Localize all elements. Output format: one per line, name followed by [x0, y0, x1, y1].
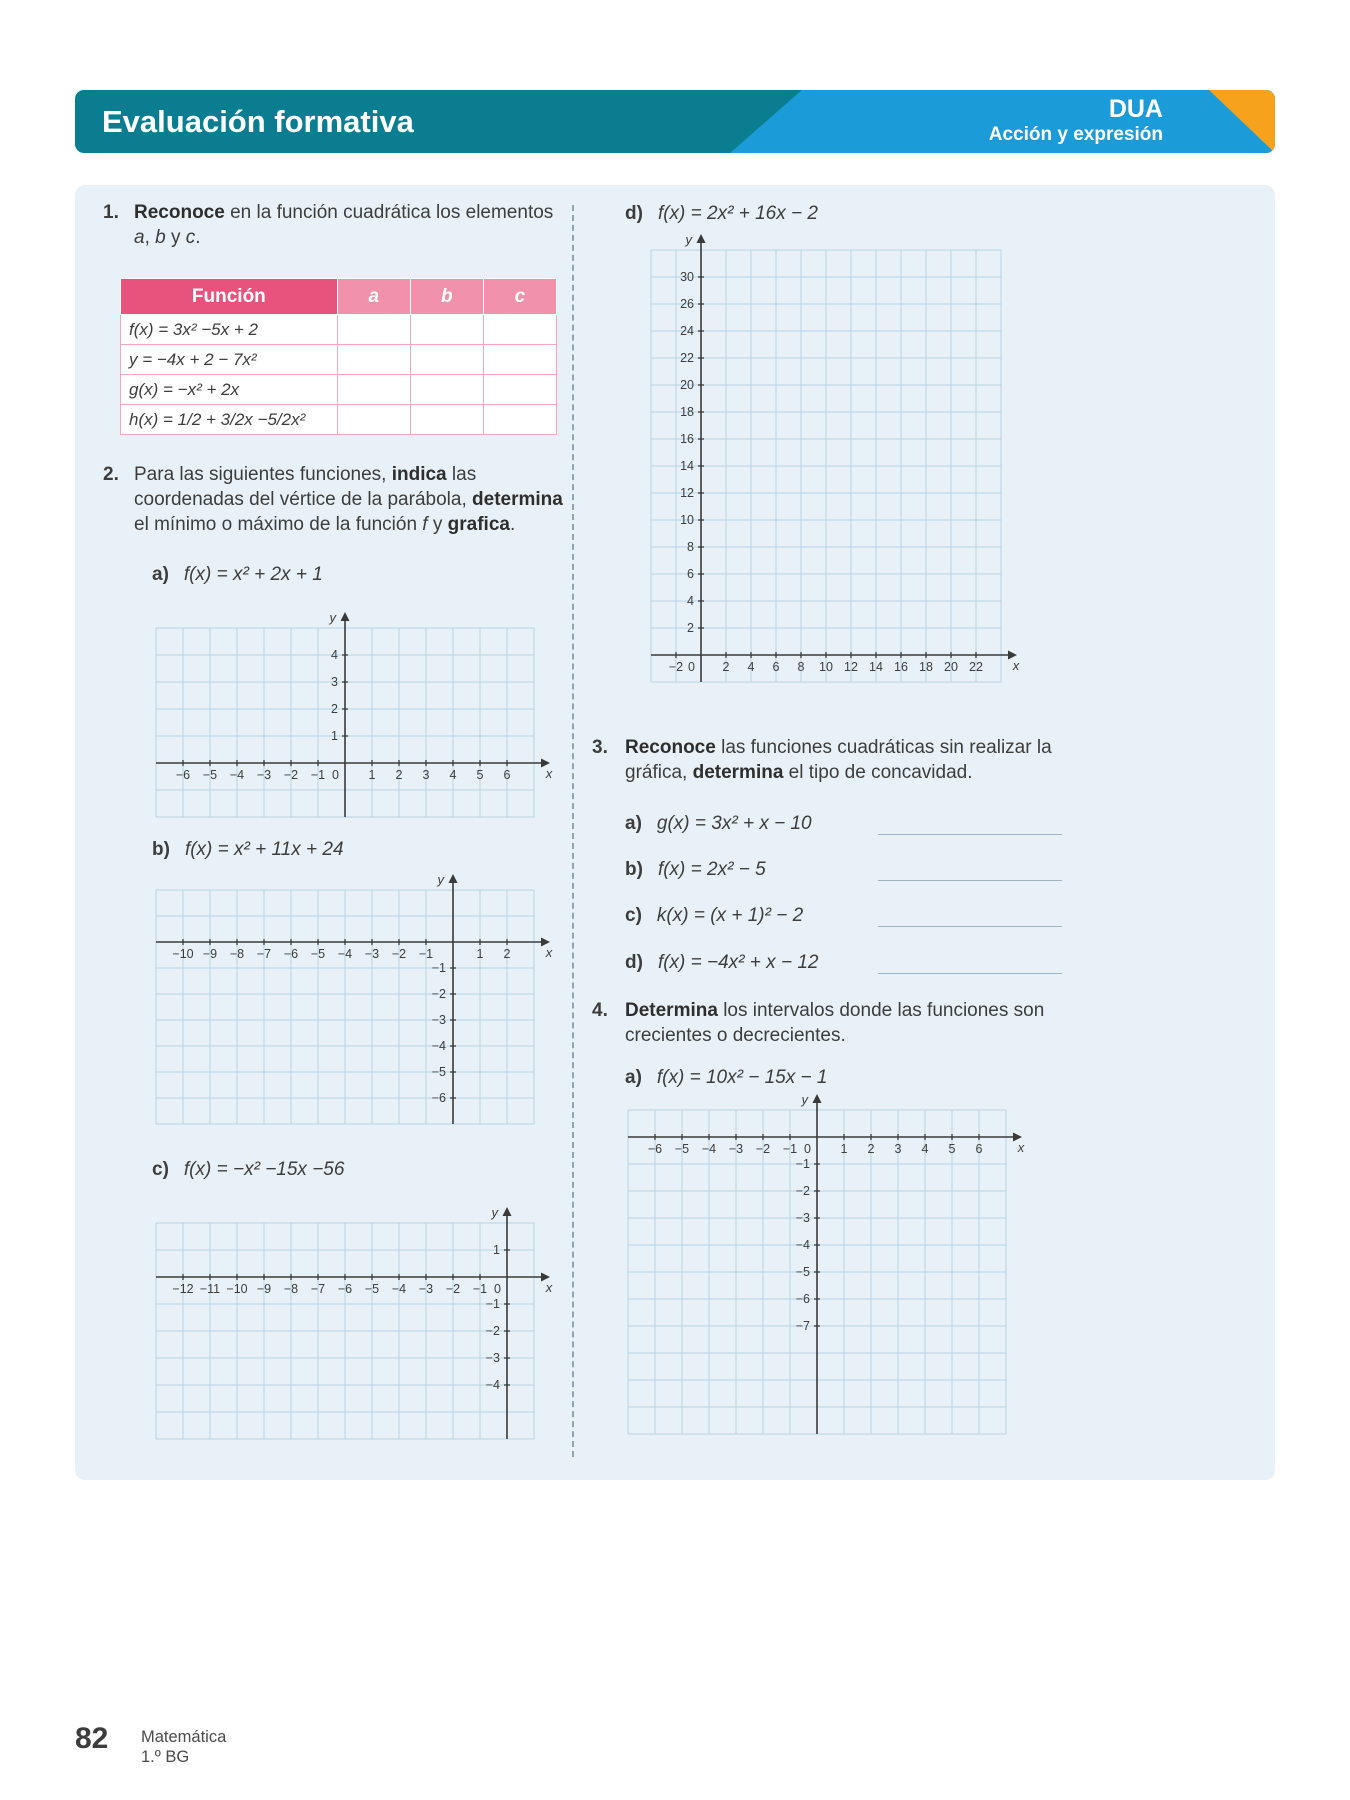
item-2c-tag: c) [152, 1159, 169, 1180]
svg-text:6: 6 [687, 567, 694, 581]
svg-text:1: 1 [476, 947, 484, 961]
svg-text:−7: −7 [310, 1282, 326, 1296]
svg-text:3: 3 [422, 768, 430, 782]
cell-function: g(x) = −x² + 2x [121, 375, 338, 405]
item-2d-tag: d) [625, 203, 643, 224]
svg-text:−10: −10 [172, 947, 194, 961]
item-2a [152, 563, 323, 587]
item-2a-tag: a) [152, 564, 169, 585]
item-3d [625, 951, 818, 975]
item-3c-formula: k(x) = (x + 1)² − 2 [656, 905, 804, 926]
item-2c-formula: f(x) = −x² −15x −56 [183, 1159, 345, 1180]
question-3-text: Reconoce las funciones cuadráticas sin realizar la gráfica, determina el tipo de concavidad. [625, 737, 1052, 783]
item-3d-formula: f(x) = −4x² + x − 12 [657, 952, 819, 973]
item-3b-tag: b) [625, 859, 643, 880]
svg-text:−3: −3 [418, 1282, 434, 1296]
svg-text:−11: −11 [199, 1282, 221, 1296]
col-header-c: c [483, 279, 556, 315]
svg-text:y: y [801, 1092, 808, 1107]
item-4a-tag: a) [625, 1067, 642, 1088]
svg-text:6: 6 [772, 660, 780, 674]
footer-grade: 1.º BG [141, 1748, 190, 1766]
svg-text:3: 3 [331, 675, 338, 689]
svg-text:−4: −4 [229, 768, 245, 782]
item-3a-tag: a) [625, 813, 642, 834]
svg-text:−3: −3 [256, 768, 272, 782]
svg-text:16: 16 [894, 660, 908, 674]
cell-answer-blank [337, 345, 410, 375]
cell-answer-blank [337, 375, 410, 405]
svg-text:−10: −10 [226, 1282, 248, 1296]
item-4a-formula: f(x) = 10x² − 15x − 1 [656, 1067, 828, 1088]
cell-answer-blank [410, 375, 483, 405]
svg-text:14: 14 [680, 459, 694, 473]
item-2b-formula: f(x) = x² + 11x + 24 [184, 839, 344, 860]
svg-text:10: 10 [680, 513, 694, 527]
svg-text:−6: −6 [647, 1142, 663, 1156]
svg-text:10: 10 [819, 660, 833, 674]
footer-page-number: 82 [75, 1722, 109, 1755]
item-2a-formula: f(x) = x² + 2x + 1 [183, 564, 323, 585]
svg-text:−1: −1 [418, 947, 434, 961]
svg-text:x: x [545, 766, 553, 781]
page-title: Evaluación formativa [102, 104, 414, 139]
footer-course-info [141, 1727, 226, 1767]
item-3c [625, 904, 803, 928]
table-row [121, 405, 557, 435]
svg-text:−2: −2 [755, 1142, 771, 1156]
svg-text:−6: −6 [175, 768, 191, 782]
cell-answer-blank [483, 345, 556, 375]
item-2d [625, 202, 818, 226]
svg-text:5: 5 [948, 1142, 956, 1156]
question-4-number: 4. [592, 1000, 608, 1021]
item-2b-tag: b) [152, 839, 170, 860]
svg-text:18: 18 [680, 405, 694, 419]
item-4a [625, 1066, 827, 1090]
svg-text:−9: −9 [202, 947, 218, 961]
cell-answer-blank [483, 375, 556, 405]
svg-text:8: 8 [687, 540, 694, 554]
svg-text:−2: −2 [795, 1184, 810, 1198]
svg-text:4: 4 [747, 660, 755, 674]
svg-text:4: 4 [331, 648, 338, 662]
svg-text:0: 0 [332, 768, 339, 782]
svg-text:−3: −3 [728, 1142, 744, 1156]
cell-function: f(x) = 3x² −5x + 2 [121, 315, 338, 345]
item-3b-formula: f(x) = 2x² − 5 [657, 859, 766, 880]
svg-text:22: 22 [969, 660, 983, 674]
svg-text:26: 26 [680, 297, 694, 311]
svg-text:24: 24 [680, 324, 694, 338]
svg-text:−5: −5 [202, 768, 218, 782]
svg-text:2: 2 [687, 621, 694, 635]
svg-text:12: 12 [844, 660, 858, 674]
svg-text:4: 4 [687, 594, 694, 608]
svg-text:2: 2 [395, 768, 403, 782]
function-table [120, 278, 557, 435]
svg-text:−6: −6 [431, 1091, 446, 1105]
answer-line-3d [878, 953, 1062, 974]
svg-text:14: 14 [869, 660, 883, 674]
svg-text:1: 1 [840, 1142, 848, 1156]
coordinate-grid-2a [150, 610, 560, 830]
svg-text:4: 4 [921, 1142, 929, 1156]
svg-text:−6: −6 [283, 947, 299, 961]
svg-text:x: x [545, 1280, 553, 1295]
svg-text:−1: −1 [431, 961, 446, 975]
svg-text:5: 5 [476, 768, 484, 782]
svg-text:1: 1 [368, 768, 376, 782]
svg-text:−3: −3 [364, 947, 380, 961]
svg-text:−3: −3 [485, 1351, 500, 1365]
dua-label: DUA [1108, 95, 1163, 123]
svg-text:6: 6 [975, 1142, 983, 1156]
svg-text:−1: −1 [795, 1157, 810, 1171]
svg-text:−4: −4 [701, 1142, 717, 1156]
svg-text:2: 2 [331, 702, 338, 716]
svg-text:20: 20 [680, 378, 694, 392]
cell-answer-blank [410, 405, 483, 435]
question-3-number: 3. [592, 737, 608, 758]
svg-text:−2: −2 [445, 1282, 461, 1296]
cell-answer-blank [483, 405, 556, 435]
item-3d-tag: d) [625, 952, 643, 973]
item-2d-formula: f(x) = 2x² + 16x − 2 [657, 203, 818, 224]
table-row [121, 345, 557, 375]
col-header-funcion: Función [121, 279, 338, 315]
svg-text:−3: −3 [795, 1211, 810, 1225]
svg-text:y: y [491, 1205, 498, 1220]
svg-text:20: 20 [944, 660, 958, 674]
cell-answer-blank [410, 345, 483, 375]
svg-text:2: 2 [722, 660, 730, 674]
svg-text:x: x [1017, 1140, 1025, 1155]
grid-svg [150, 610, 560, 825]
svg-text:−4: −4 [795, 1238, 810, 1252]
answer-line-3a [878, 814, 1062, 835]
coordinate-grid-2d [645, 232, 1027, 695]
svg-text:30: 30 [680, 270, 694, 284]
svg-text:1: 1 [331, 729, 338, 743]
question-1-text: Reconoce en la función cuadrática los elementos a, b y c. [134, 202, 554, 248]
item-3a-formula: g(x) = 3x² + x − 10 [656, 813, 812, 834]
svg-text:−4: −4 [391, 1282, 407, 1296]
item-3a [625, 812, 812, 836]
answer-line-3b [878, 860, 1062, 881]
svg-text:18: 18 [919, 660, 933, 674]
svg-text:−8: −8 [283, 1282, 299, 1296]
svg-text:−1: −1 [472, 1282, 488, 1296]
svg-text:−2: −2 [283, 768, 299, 782]
col-header-b: b [410, 279, 483, 315]
svg-text:0: 0 [804, 1142, 811, 1156]
svg-text:−5: −5 [431, 1065, 446, 1079]
svg-text:y: y [685, 232, 692, 247]
svg-text:1: 1 [493, 1243, 500, 1257]
svg-text:−1: −1 [485, 1297, 500, 1311]
svg-text:−4: −4 [485, 1378, 500, 1392]
item-2b [152, 838, 344, 862]
svg-text:3: 3 [894, 1142, 902, 1156]
svg-text:−1: −1 [310, 768, 326, 782]
svg-text:0: 0 [494, 1282, 501, 1296]
svg-text:−2: −2 [391, 947, 407, 961]
svg-text:−5: −5 [674, 1142, 690, 1156]
table-row [121, 375, 557, 405]
svg-text:y: y [329, 610, 336, 625]
svg-text:−12: −12 [172, 1282, 194, 1296]
grid-svg [150, 1205, 560, 1447]
svg-text:−2: −2 [668, 660, 684, 674]
header-banner [75, 90, 1275, 153]
item-2c [152, 1158, 344, 1182]
coordinate-grid-2c [150, 1205, 560, 1452]
question-4-text: Determina los intervalos donde las funciones son crecientes o decrecientes. [625, 1000, 1045, 1046]
table-header-row [121, 279, 557, 315]
svg-text:−4: −4 [337, 947, 353, 961]
cell-answer-blank [410, 315, 483, 345]
coordinate-grid-4a [622, 1092, 1032, 1447]
cell-function: h(x) = 1/2 + 3/2x −5/2x² [121, 405, 338, 435]
question-1-number: 1. [103, 202, 119, 223]
cell-answer-blank [483, 315, 556, 345]
svg-text:6: 6 [503, 768, 511, 782]
dua-block [989, 95, 1163, 146]
cell-answer-blank [337, 315, 410, 345]
svg-text:16: 16 [680, 432, 694, 446]
svg-text:−9: −9 [256, 1282, 272, 1296]
svg-text:4: 4 [449, 768, 457, 782]
svg-text:2: 2 [503, 947, 511, 961]
grid-svg [645, 232, 1027, 690]
svg-text:2: 2 [867, 1142, 875, 1156]
svg-text:−2: −2 [431, 987, 446, 1001]
item-3c-tag: c) [625, 905, 642, 926]
answer-line-3c [878, 906, 1062, 927]
coordinate-grid-2b [150, 872, 560, 1137]
svg-text:8: 8 [797, 660, 805, 674]
svg-text:22: 22 [680, 351, 694, 365]
cell-function: y = −4x + 2 − 7x² [121, 345, 338, 375]
footer-subject: Matemática [141, 1728, 227, 1746]
svg-text:−5: −5 [310, 947, 326, 961]
svg-text:−7: −7 [795, 1319, 810, 1333]
svg-text:x: x [545, 945, 553, 960]
svg-text:−8: −8 [229, 947, 245, 961]
svg-text:−2: −2 [485, 1324, 500, 1338]
svg-text:0: 0 [688, 660, 695, 674]
svg-text:−1: −1 [782, 1142, 798, 1156]
svg-text:−3: −3 [431, 1013, 446, 1027]
svg-text:12: 12 [680, 486, 694, 500]
grid-svg [150, 872, 560, 1132]
svg-text:−5: −5 [364, 1282, 380, 1296]
svg-text:−5: −5 [795, 1265, 810, 1279]
column-divider [572, 205, 574, 1457]
table-row [121, 315, 557, 345]
svg-text:y: y [437, 872, 444, 887]
dua-subtitle: Acción y expresión [988, 124, 1163, 145]
item-3b [625, 858, 766, 882]
svg-text:−6: −6 [795, 1292, 810, 1306]
question-2-text: Para las siguientes funciones, indica las coordenadas del vértice de la parábola, determina el mínimo o máximo de la función f y grafica. [134, 464, 563, 535]
svg-text:−6: −6 [337, 1282, 353, 1296]
cell-answer-blank [337, 405, 410, 435]
svg-text:−4: −4 [431, 1039, 446, 1053]
question-2-number: 2. [103, 464, 119, 485]
col-header-a: a [337, 279, 410, 315]
grid-svg [622, 1092, 1032, 1442]
svg-text:x: x [1012, 658, 1020, 673]
svg-text:−7: −7 [256, 947, 272, 961]
